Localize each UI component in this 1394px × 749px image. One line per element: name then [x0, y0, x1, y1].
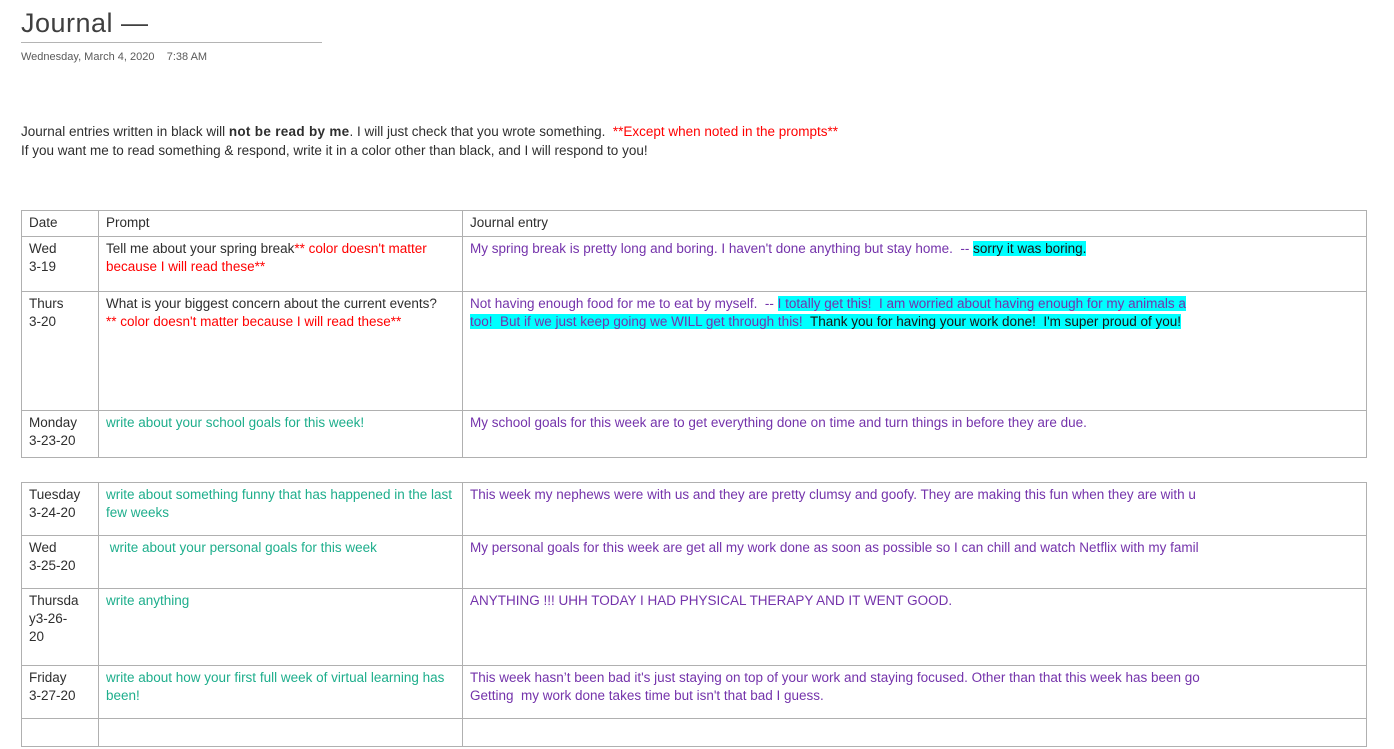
- entry-cell[interactable]: [463, 719, 1367, 747]
- table-header-row: [22, 211, 1367, 237]
- entry-cell[interactable]: [463, 237, 1367, 292]
- prompt-cell[interactable]: [99, 589, 463, 666]
- date-line: 3-23-20: [29, 433, 76, 448]
- text-segment: This week hasn’t been bad it's just staying on top of your work and staying focused. Other than that this week has been go: [470, 670, 1200, 685]
- date-line: 3-20: [29, 314, 57, 329]
- date-line: 3-24-20: [29, 505, 76, 520]
- title-underline: [21, 42, 322, 43]
- entry-cell[interactable]: [463, 589, 1367, 666]
- date-line: 20: [29, 629, 45, 644]
- header-cell[interactable]: Date: [22, 211, 99, 237]
- highlighted-text: sorry it was boring.: [973, 241, 1087, 256]
- table-row: [22, 666, 1367, 719]
- date-line: Thurs: [29, 296, 64, 311]
- prompt-cell[interactable]: [99, 411, 463, 458]
- text-segment: My spring break is pretty long and boring. I haven't done anything but stay home. --: [470, 241, 974, 256]
- date-cell[interactable]: [22, 483, 99, 536]
- text-segment: Tell me about your spring break: [106, 241, 295, 256]
- highlighted-text: I totally get this! I am worried about having enough for my animals a: [777, 296, 1186, 311]
- date-cell[interactable]: [22, 719, 99, 747]
- intro-bold-text: not be read by me: [228, 124, 350, 139]
- prompt-cell[interactable]: [99, 292, 463, 411]
- text-segment: Getting my work done takes time but isn't that bad I guess.: [470, 688, 824, 703]
- entry-line: [470, 295, 1359, 313]
- entry-cell[interactable]: [463, 483, 1367, 536]
- entry-line: [470, 687, 1359, 705]
- text-segment: write about your school goals for this week!: [106, 415, 365, 430]
- journal-table-1: [21, 210, 1367, 458]
- text-segment: write about your personal goals for this week: [106, 540, 377, 555]
- date-line: 3-27-20: [29, 688, 76, 703]
- date-line: Friday: [29, 670, 67, 685]
- date-cell[interactable]: [22, 411, 99, 458]
- date-line: 3-19: [29, 259, 57, 274]
- text-segment: write about something funny that has happened in the last few weeks: [106, 487, 456, 520]
- date-cell[interactable]: [22, 536, 99, 589]
- date-line: 3-25-20: [29, 558, 76, 573]
- page-title[interactable]: Journal —: [21, 8, 149, 38]
- date-line: Thursda: [29, 593, 79, 608]
- header-cell[interactable]: Prompt: [99, 211, 463, 237]
- entry-line: [470, 486, 1359, 504]
- date-cell[interactable]: [22, 292, 99, 411]
- entry-cell[interactable]: [463, 292, 1367, 411]
- date-line: Wed: [29, 540, 57, 555]
- text-segment: ANYTHING !!! UHH TODAY I HAD PHYSICAL THERAPY AND IT WENT GOOD.: [470, 593, 953, 608]
- entry-line: [470, 539, 1359, 557]
- text-segment: write about how your first full week of virtual learning has been!: [106, 670, 449, 703]
- text-segment: Not having enough food for me to eat by myself. --: [470, 296, 778, 311]
- text-segment: My school goals for this week are to get everything done on time and turn things in before they are due.: [470, 415, 1087, 430]
- journal-table-2: [21, 482, 1367, 747]
- entry-cell[interactable]: [463, 411, 1367, 458]
- text-segment: My personal goals for this week are get all my work done as soon as possible so I can chill and watch Netflix with my famil: [470, 540, 1199, 555]
- text-segment: This week my nephews were with us and they are pretty clumsy and goofy. They are making this fun when they are with u: [470, 487, 1196, 502]
- entry-line: [470, 414, 1359, 432]
- intro-paragraph[interactable]: [21, 122, 1381, 160]
- entry-line: [470, 313, 1359, 331]
- date-line: Wed: [29, 241, 57, 256]
- prompt-cell[interactable]: [99, 536, 463, 589]
- text-segment: ** color doesn't matter because I will read these**: [106, 314, 402, 329]
- date-line: Monday: [29, 415, 78, 430]
- intro-text-1: Journal entries written in black will: [21, 124, 229, 139]
- prompt-cell[interactable]: [99, 719, 463, 747]
- highlighted-text: Thank you for having your work done! I'm super proud of you!: [802, 314, 1181, 329]
- highlighted-text: too! But if we just keep going we WILL get through this!: [470, 314, 803, 329]
- date-cell[interactable]: [22, 589, 99, 666]
- date-cell[interactable]: [22, 666, 99, 719]
- table-row: [22, 589, 1367, 666]
- text-segment: ** color doesn't matter because I will read these**: [106, 241, 431, 274]
- intro-text-2: . I will just check that you wrote something.: [349, 124, 613, 139]
- date-line: y3-26-: [29, 611, 68, 626]
- table-row: [22, 483, 1367, 536]
- entry-line: [470, 592, 1359, 610]
- intro-text-3: If you want me to read something & respond, write it in a color other than black, and I will respond to you!: [21, 143, 648, 158]
- date-cell[interactable]: [22, 237, 99, 292]
- prompt-cell[interactable]: [99, 483, 463, 536]
- table-row: [22, 411, 1367, 458]
- text-segment: write anything: [106, 593, 190, 608]
- table-row: [22, 237, 1367, 292]
- prompt-cell[interactable]: [99, 666, 463, 719]
- intro-red-note: **Except when noted in the prompts**: [612, 124, 838, 139]
- header-cell[interactable]: Journal entry: [463, 211, 1367, 237]
- text-segment: What is your biggest concern about the current events?: [106, 296, 437, 311]
- entry-line: [470, 240, 1359, 258]
- table-row: [22, 719, 1367, 747]
- date-line: Tuesday: [29, 487, 81, 502]
- table-row: [22, 292, 1367, 411]
- prompt-cell[interactable]: [99, 237, 463, 292]
- entry-cell[interactable]: [463, 666, 1367, 719]
- entry-line: [470, 669, 1359, 687]
- page-timestamp: Wednesday, March 4, 2020 7:38 AM: [21, 51, 208, 63]
- entry-cell[interactable]: [463, 536, 1367, 589]
- table-row: [22, 536, 1367, 589]
